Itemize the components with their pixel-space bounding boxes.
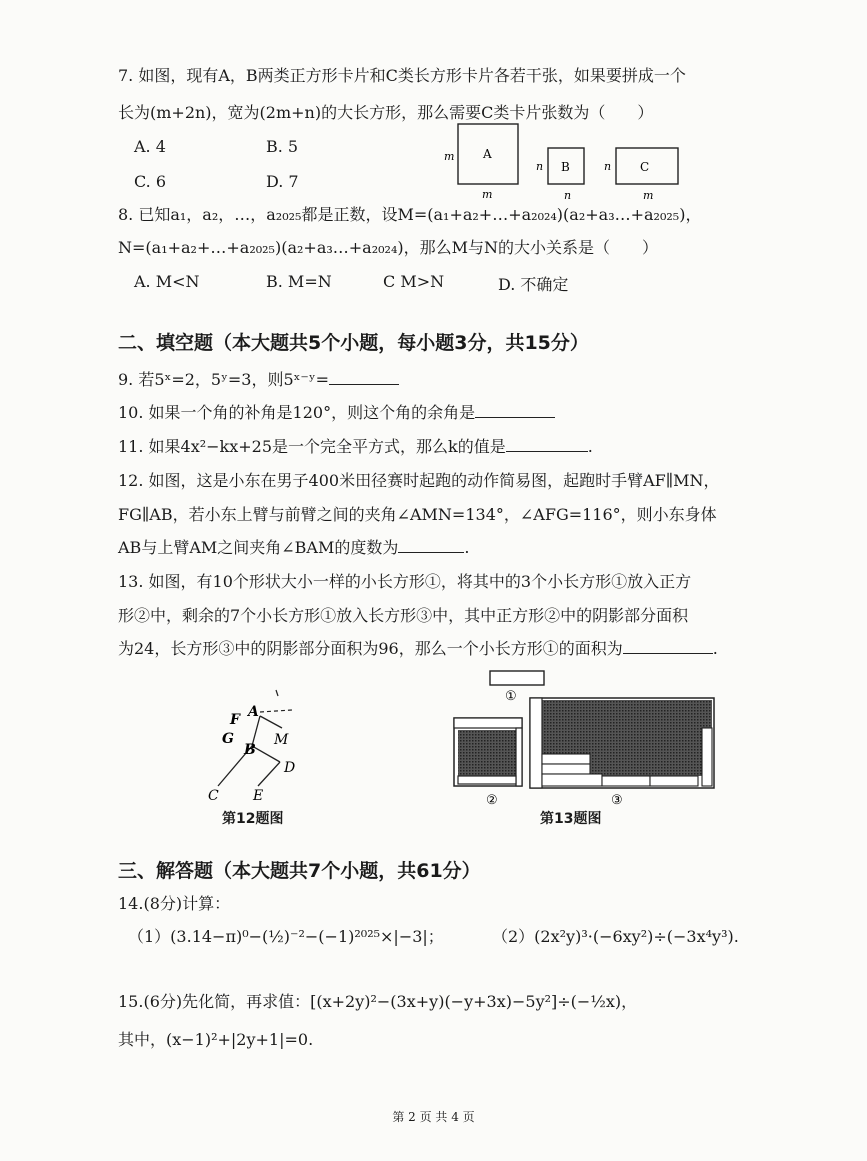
label-3: ③ <box>611 793 623 808</box>
q14-part1: （1）(3.14−π)⁰−(½)⁻²−(−1)²⁰²⁵×|−3|； <box>128 927 444 946</box>
q11-end: . <box>587 437 593 456</box>
label-g: G <box>222 731 234 747</box>
q10-answer-blank <box>475 403 555 418</box>
q11-text <box>118 437 593 457</box>
q13-line3: 为24，长方形③中的阴影部分面积为96，那么一个小长方形①的面积为 <box>118 639 623 658</box>
q12-line3: AB与上臂AM之间夹角∠BAM的度数为 <box>118 538 399 557</box>
q15-line2: 其中，(x−1)²+|2y+1|=0. <box>118 1030 314 1049</box>
q13-line2: 形②中，剩余的7个小长方形①放入长方形③中，其中正方形②中的阴影部分面积 <box>118 606 689 625</box>
q13-end: . <box>712 639 718 658</box>
label-2: ② <box>486 793 498 808</box>
label-1: ① <box>505 689 517 704</box>
section-3-title: 三、解答题（本大题共7个小题，共61分） <box>118 860 481 882</box>
q8-option-a: A. M<N <box>134 272 200 291</box>
q11-prompt: 11. 如果4x²−kx+25是一个完全平方式，那么k的值是 <box>118 437 506 456</box>
q7-option-c: C. 6 <box>134 172 167 191</box>
q7-line1: 7. 如图，现有A，B两类正方形卡片和C类长方形卡片各若干张，如果要拼成一个 <box>118 66 686 85</box>
q7-option-d: D. 7 <box>266 172 299 191</box>
card-a-label: A <box>483 147 492 161</box>
section-2-title: 二、填空题（本大题共5个小题，每小题3分，共15分） <box>118 332 589 354</box>
q12-line3-wrap <box>118 538 469 558</box>
q10-text <box>118 403 555 423</box>
q13-line1: 13. 如图，有10个形状大小一样的小长方形①，将其中的3个小长方形①放入正方 <box>118 572 692 591</box>
q12-caption: 第12题图 <box>222 811 284 827</box>
q14-part2: （2）(2x²y)³·(−6xy²)÷(−3x⁴y³). <box>492 927 739 946</box>
q13-figure <box>448 668 723 808</box>
label-f: F <box>230 712 240 728</box>
card-b-side-label: n <box>536 160 544 173</box>
q12-line1: 12. 如图，这是小东在男子400米田径赛时起跑的动作简易图，起跑时手臂AF∥MN， <box>118 471 720 490</box>
q8-option-b: B. M=N <box>266 272 332 291</box>
card-c-bottom-label: m <box>643 189 654 202</box>
q8-line1: 8. 已知a₁，a₂，…，a₂₀₂₅都是正数，设M=(a₁+a₂+…+a₂₀₂₄)(a₂+a₃…+a₂₀₂₅)， <box>118 205 702 224</box>
q8-line2: N=(a₁+a₂+…+a₂₀₂₅)(a₂+a₃…+a₂₀₂₄)，那么M与N的大小关系是（ ） <box>118 238 658 257</box>
label-c: C <box>208 788 219 804</box>
square-2-shaded <box>458 730 516 780</box>
q9-answer-blank <box>329 370 399 385</box>
small-rectangle-1 <box>490 671 544 685</box>
q9-text <box>118 370 399 390</box>
q7-option-b: B. 5 <box>266 137 299 156</box>
card-c-label: C <box>640 160 650 174</box>
q13-answer-blank <box>623 639 713 654</box>
q12-figure <box>200 688 330 808</box>
label-d: D <box>284 760 296 776</box>
q7-line2: 长为(m+2n)，宽为(2m+n)的大长方形，那么需要C类卡片张数为（ ） <box>118 103 654 122</box>
q12-end: . <box>464 538 470 557</box>
q15-line1: 15.(6分)先化简，再求值：[(x+2y)²−(3x+y)(−y+3x)−5y²]÷(−½x)， <box>118 992 638 1011</box>
q14-title: 14.(8分)计算： <box>118 894 231 913</box>
label-e: E <box>253 788 264 804</box>
q13-line3-wrap <box>118 639 718 659</box>
q8-option-c: C M>N <box>383 272 445 291</box>
card-b-bottom-label: n <box>564 189 572 202</box>
label-m: M <box>274 732 289 748</box>
q8-option-d: D. 不确定 <box>498 275 569 294</box>
q9-prompt: 9. 若5ˣ=2，5ʸ=3，则5ˣ⁻ʸ= <box>118 370 330 389</box>
page-footer: 第 2 页 共 4 页 <box>392 1110 475 1124</box>
card-b-label: B <box>561 160 570 174</box>
q12-answer-blank <box>398 538 464 553</box>
q11-answer-blank <box>506 437 588 452</box>
label-b: B <box>244 742 256 758</box>
q12-line2: FG∥AB，若小东上臂与前臂之间的夹角∠AMN=134°，∠AFG=116°，则小东身体 <box>118 505 717 524</box>
q10-prompt: 10. 如果一个角的补角是120°，则这个角的余角是 <box>118 403 476 422</box>
q7-cards-figure <box>440 118 700 208</box>
q13-caption: 第13题图 <box>540 811 602 827</box>
card-c-side-label: n <box>604 160 612 173</box>
label-a: A <box>248 704 259 720</box>
card-a-side-label: m <box>444 150 455 163</box>
card-a-bottom-label: m <box>482 188 493 201</box>
q7-option-a: A. 4 <box>134 137 166 156</box>
